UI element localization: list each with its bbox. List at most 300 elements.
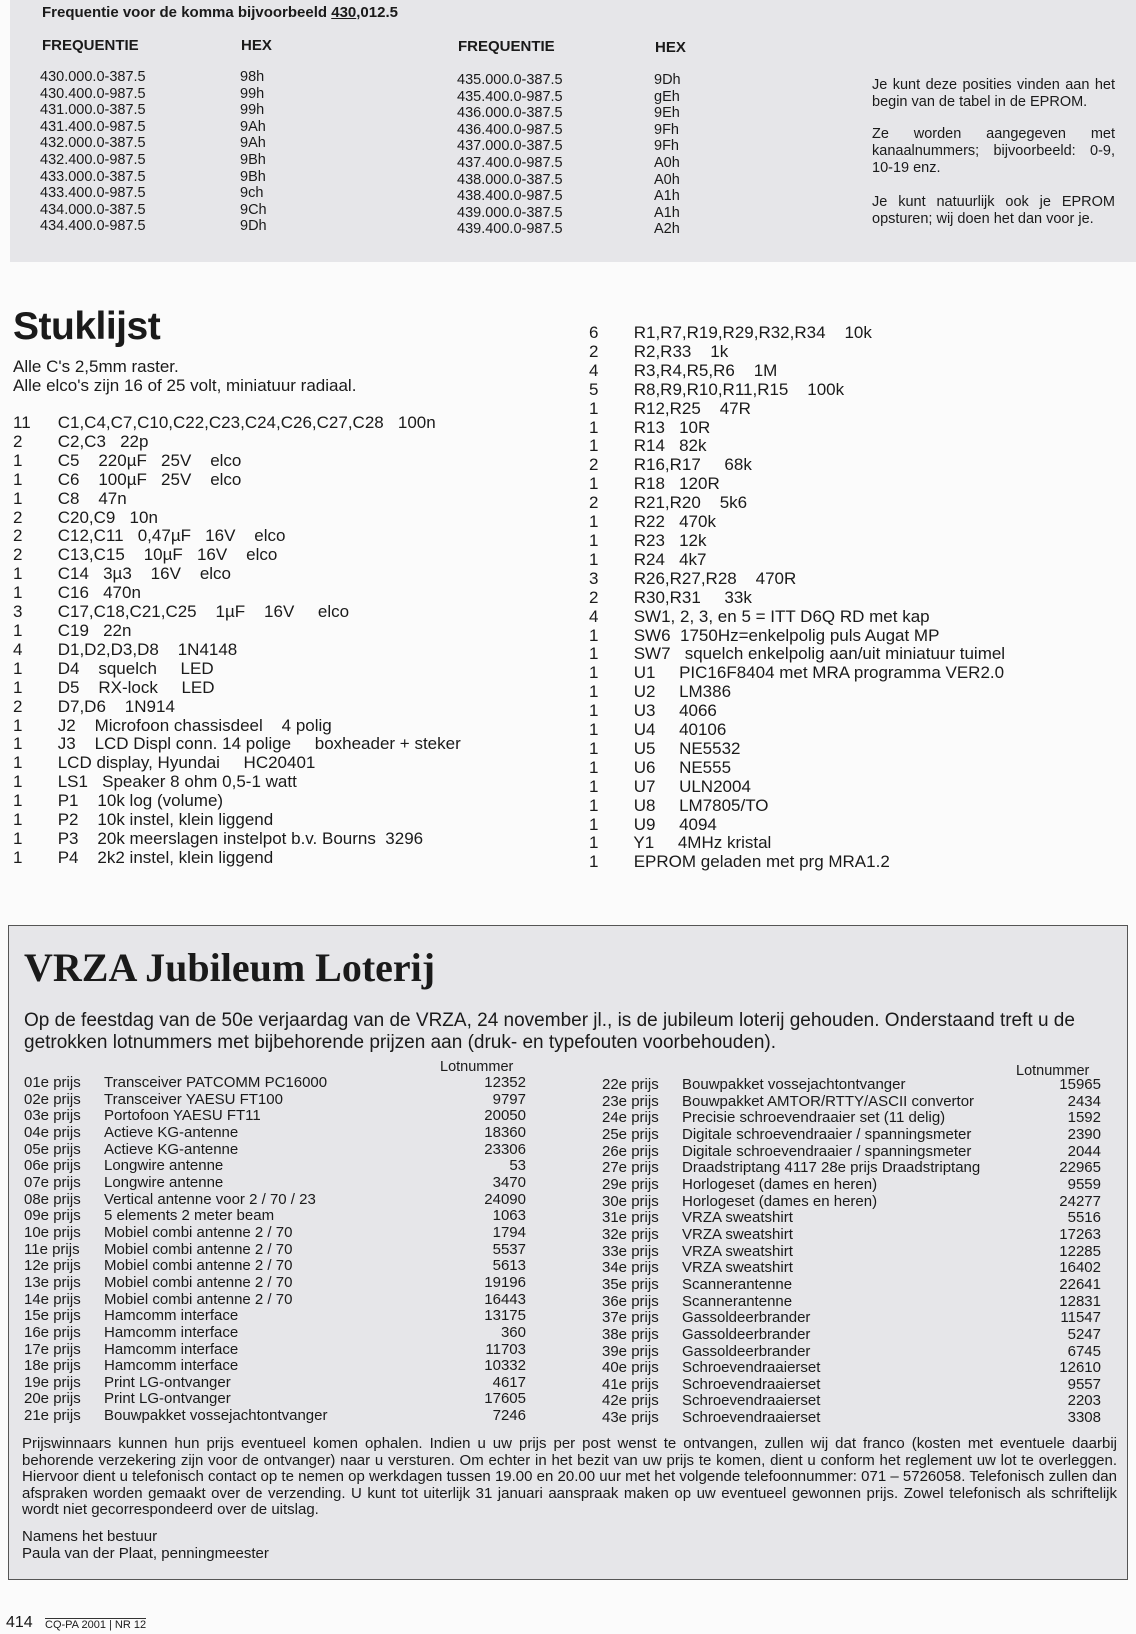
parts-row bbox=[589, 608, 1005, 627]
prize-item: Schroevendraaierset bbox=[682, 1375, 821, 1393]
prize-row bbox=[24, 1375, 526, 1392]
prize-item: Gassoldeerbrander bbox=[682, 1325, 811, 1343]
prize-rank: 19e prijs bbox=[24, 1373, 81, 1391]
parts-row bbox=[589, 834, 1005, 853]
lot-number: 18360 bbox=[484, 1123, 526, 1141]
prize-rank: 40e prijs bbox=[602, 1359, 659, 1377]
prize-row bbox=[602, 1260, 1101, 1277]
parts-quantity: 1 bbox=[13, 715, 23, 735]
frequency-cell: 432.000.0-387.5 bbox=[40, 135, 146, 152]
parts-quantity: 1 bbox=[589, 549, 599, 569]
prize-rank: 35e prijs bbox=[602, 1275, 659, 1293]
header-hex-left: HEX bbox=[241, 37, 272, 54]
prize-item: Digitale schroevendraaier / spanningsmeter bbox=[682, 1125, 972, 1143]
parts-row bbox=[589, 740, 1005, 759]
prize-rank: 38e prijs bbox=[602, 1325, 659, 1343]
prize-item: VRZA sweatshirt bbox=[682, 1209, 793, 1227]
parts-row bbox=[589, 419, 1005, 438]
parts-row bbox=[589, 816, 1005, 835]
parts-quantity: 1 bbox=[589, 663, 599, 683]
prize-rank: 20e prijs bbox=[24, 1390, 81, 1408]
parts-quantity: 1 bbox=[589, 814, 599, 834]
parts-quantity: 1 bbox=[589, 738, 599, 758]
parts-quantity: 1 bbox=[13, 810, 23, 830]
frequency-cell: 436.000.0-387.5 bbox=[457, 105, 563, 122]
frequency-table-title bbox=[42, 4, 398, 21]
parts-quantity: 1 bbox=[589, 417, 599, 437]
intro-line: Alle elco's zijn 16 of 25 volt, miniatuur radiaal. bbox=[13, 376, 357, 395]
parts-quantity: 1 bbox=[589, 512, 599, 532]
prize-row bbox=[602, 1110, 1101, 1127]
parts-row bbox=[589, 645, 1005, 664]
frequency-cell: 436.400.0-987.5 bbox=[457, 121, 563, 138]
prize-item: Schroevendraaierset bbox=[682, 1392, 821, 1410]
lot-number: 12831 bbox=[1059, 1292, 1101, 1310]
parts-description: R23 12k bbox=[629, 530, 707, 550]
prize-item: Portofoon YAESU FT11 bbox=[104, 1107, 261, 1125]
parts-quantity: 1 bbox=[13, 772, 23, 792]
prize-item: Hamcomm interface bbox=[104, 1340, 239, 1358]
lot-number: 10332 bbox=[484, 1357, 526, 1375]
prize-row bbox=[24, 1292, 526, 1309]
parts-description: R2,R33 1k bbox=[629, 341, 729, 361]
parts-quantity: 1 bbox=[13, 469, 23, 489]
lot-number: 12610 bbox=[1059, 1359, 1101, 1377]
prize-row bbox=[24, 1175, 526, 1192]
left-hex-column bbox=[240, 69, 267, 235]
parts-description: SW6 1750Hz=enkelpolig puls Augat MP bbox=[629, 625, 940, 645]
prize-row bbox=[602, 1360, 1101, 1377]
prize-item: Mobiel combi antenne 2 / 70 bbox=[104, 1273, 293, 1291]
parts-row bbox=[13, 773, 461, 792]
parts-quantity: 1 bbox=[13, 734, 23, 754]
prize-row bbox=[602, 1393, 1101, 1410]
prize-item: Mobiel combi antenne 2 / 70 bbox=[104, 1223, 293, 1241]
hex-cell: 9Bh bbox=[240, 168, 266, 185]
lot-number: 2203 bbox=[1067, 1392, 1101, 1410]
lot-number: 5613 bbox=[492, 1257, 526, 1275]
parts-quantity: 2 bbox=[589, 493, 599, 513]
prize-rank: 03e prijs bbox=[24, 1107, 81, 1125]
prize-row bbox=[24, 1125, 526, 1142]
lot-number: 12285 bbox=[1059, 1242, 1101, 1260]
parts-description: U9 4094 bbox=[629, 814, 717, 834]
lot-number: 11703 bbox=[485, 1340, 526, 1358]
frequency-cell: 433.000.0-387.5 bbox=[40, 168, 146, 185]
prize-row bbox=[24, 1225, 526, 1242]
parts-row bbox=[13, 717, 461, 736]
parts-row bbox=[13, 603, 461, 622]
lottery-footer-text: Prijswinnaars kunnen hun prijs eventueel komen ophalen. Indien u uw prijs per post wenst te ontvangen, zullen wij dat franco (kosten met eventuele daarbij behorende verzekering zijn voor de ontvanger) naar u versturen. Om echter in het bezit van uw prijs te komen, dient u conform het reglement uw lot te overleggen. Hiervoor dient u telefonisch contact op te nemen op werkdagen tussen 19.00 en 20.00 uur met het volgende telefoonnummer: 071 – 5726058. Telefonisch zullen dan afspraken worden gemaakt over de verzending. U kunt tot uiterlijk 31 januari aanspraak maken op uw eventueel gewonnen prijs. Zowel telefonisch als schriftelijk wordt niet gecorrespondeerd over de uitslag. bbox=[22, 1435, 1117, 1519]
prize-row bbox=[24, 1325, 526, 1342]
parts-quantity: 1 bbox=[13, 583, 23, 603]
lot-number: 5537 bbox=[492, 1240, 526, 1258]
prize-row bbox=[24, 1258, 526, 1275]
parts-quantity: 1 bbox=[589, 776, 599, 796]
parts-row bbox=[13, 433, 461, 452]
prize-rank: 06e prijs bbox=[24, 1157, 81, 1175]
prize-item: Mobiel combi antenne 2 / 70 bbox=[104, 1257, 293, 1275]
prize-item: Bouwpakket vossejachtontvanger bbox=[104, 1407, 328, 1425]
note-paragraph: Ze worden aangegeven met kanaalnummers; bijvoorbeeld: 0-9, 10-19 enz. bbox=[872, 126, 1115, 176]
parts-quantity: 1 bbox=[589, 398, 599, 418]
parts-description: U1 PIC16F8404 met MRA programma VER2.0 bbox=[629, 663, 1005, 683]
prize-rank: 11e prijs bbox=[24, 1240, 80, 1258]
hex-cell: 9Fh bbox=[654, 121, 679, 138]
lot-number: 12352 bbox=[484, 1074, 526, 1091]
page-number: 414 bbox=[6, 1614, 33, 1631]
prize-item: VRZA sweatshirt bbox=[682, 1242, 793, 1260]
stuklijst-heading: Stuklijst bbox=[13, 305, 161, 348]
prize-row bbox=[602, 1277, 1101, 1294]
lot-number: 360 bbox=[500, 1323, 526, 1341]
frequency-cell: 430.000.0-387.5 bbox=[40, 69, 146, 85]
lotnummer-header-right: Lotnummer bbox=[1016, 1063, 1090, 1079]
prize-rank: 14e prijs bbox=[24, 1290, 81, 1308]
prize-row bbox=[602, 1327, 1101, 1344]
parts-quantity: 1 bbox=[589, 833, 599, 853]
parts-row bbox=[589, 778, 1005, 797]
lot-number: 5247 bbox=[1067, 1325, 1101, 1343]
prize-item: Horlogeset (dames en heren) bbox=[682, 1175, 878, 1193]
prize-item: Hamcomm interface bbox=[104, 1307, 239, 1325]
title-underlined: 430 bbox=[331, 4, 357, 21]
frequency-cell: 439.000.0-387.5 bbox=[457, 204, 563, 221]
prize-item: 5 elements 2 meter beam bbox=[104, 1207, 275, 1225]
parts-description: R3,R4,R5,R6 1M bbox=[629, 360, 778, 380]
frequency-cell: 431.000.0-387.5 bbox=[40, 102, 146, 119]
lot-number: 19196 bbox=[484, 1273, 526, 1291]
signature-line: Namens het bestuur bbox=[22, 1528, 158, 1545]
prize-item: Gassoldeerbrander bbox=[682, 1309, 811, 1327]
parts-row bbox=[13, 811, 461, 830]
parts-quantity: 2 bbox=[589, 587, 599, 607]
lot-number: 3470 bbox=[492, 1173, 526, 1191]
prize-row bbox=[24, 1408, 526, 1425]
prize-item: Draadstriptang 4117 28e prijs Draadstriptang bbox=[682, 1159, 981, 1177]
parts-description: C13,C15 10µF 16V elco bbox=[53, 545, 278, 565]
parts-quantity: 2 bbox=[589, 455, 599, 475]
prize-row bbox=[602, 1410, 1101, 1427]
prize-item: Precisie schroevendraaier set (11 delig) bbox=[682, 1109, 946, 1127]
prize-rank: 10e prijs bbox=[24, 1223, 81, 1241]
parts-row bbox=[589, 589, 1005, 608]
prize-rank: 17e prijs bbox=[24, 1340, 81, 1358]
prize-rank: 25e prijs bbox=[602, 1125, 659, 1143]
prize-rank: 37e prijs bbox=[602, 1309, 659, 1327]
prize-rank: 02e prijs bbox=[24, 1090, 81, 1108]
prize-item: Bouwpakket vossejachtontvanger bbox=[682, 1076, 906, 1093]
prize-rank: 39e prijs bbox=[602, 1342, 659, 1360]
intro-line: Alle C's 2,5mm raster. bbox=[13, 357, 179, 376]
prize-row bbox=[602, 1127, 1101, 1144]
parts-row bbox=[589, 400, 1005, 419]
hex-cell: 9ch bbox=[240, 185, 264, 202]
prize-row bbox=[602, 1310, 1101, 1327]
prize-rank: 18e prijs bbox=[24, 1357, 81, 1375]
parts-quantity: 3 bbox=[589, 568, 599, 588]
lottery-intro: Op de feestdag van de 50e verjaardag van de VRZA, 24 november jl., is de jubileum loterij gehouden. Onderstaand treft u de getrokken lotnummers met bijbehorende prijzen aan (druk- en typefouten voorbehouden). bbox=[24, 1010, 1075, 1053]
parts-row bbox=[589, 570, 1005, 589]
prize-rank: 05e prijs bbox=[24, 1140, 81, 1158]
frequency-cell: 437.400.0-987.5 bbox=[457, 154, 563, 171]
hex-cell: 98h bbox=[240, 69, 265, 85]
prize-row bbox=[24, 1192, 526, 1209]
parts-description: D7,D6 1N914 bbox=[53, 696, 175, 716]
parts-description: C14 3µ3 16V elco bbox=[53, 564, 232, 584]
parts-description: R13 10R bbox=[629, 417, 711, 437]
parts-row bbox=[589, 853, 1005, 872]
parts-quantity: 11 bbox=[13, 413, 31, 432]
prize-item: Schroevendraaierset bbox=[682, 1359, 821, 1377]
parts-quantity: 1 bbox=[13, 564, 23, 584]
parts-quantity: 1 bbox=[589, 644, 599, 664]
parts-row bbox=[13, 565, 461, 584]
parts-row bbox=[589, 797, 1005, 816]
parts-row bbox=[589, 343, 1005, 362]
parts-description: J2 Microfoon chassisdeel 4 polig bbox=[53, 715, 332, 735]
prize-rank: 15e prijs bbox=[24, 1307, 81, 1325]
parts-description: C12,C11 0,47µF 16V elco bbox=[53, 526, 286, 546]
header-frequentie-right: FREQUENTIE bbox=[458, 38, 555, 55]
prize-row bbox=[602, 1077, 1101, 1094]
lot-number: 1063 bbox=[492, 1207, 526, 1225]
lottery-heading: VRZA Jubileum Loterij bbox=[24, 945, 436, 990]
parts-row bbox=[589, 664, 1005, 683]
parts-row bbox=[589, 702, 1005, 721]
prize-row bbox=[602, 1094, 1101, 1111]
lot-number: 17605 bbox=[484, 1390, 526, 1408]
parts-description: P1 10k log (volume) bbox=[53, 791, 224, 811]
parts-description: Y1 4MHz kristal bbox=[629, 833, 772, 853]
parts-description: R22 470k bbox=[629, 512, 716, 532]
prize-rank: 36e prijs bbox=[602, 1292, 659, 1310]
lot-number: 2390 bbox=[1067, 1125, 1101, 1143]
parts-description: C19 22n bbox=[53, 620, 132, 640]
parts-quantity: 2 bbox=[13, 507, 23, 527]
hex-cell: A1h bbox=[654, 204, 680, 221]
hex-cell: A0h bbox=[654, 154, 680, 171]
hex-cell: gEh bbox=[654, 88, 680, 105]
prize-row bbox=[602, 1377, 1101, 1394]
prize-item: Hamcomm interface bbox=[104, 1323, 239, 1341]
prize-row bbox=[24, 1075, 526, 1092]
note-paragraph: Je kunt deze posities vinden aan het begin van de tabel in de EPROM. bbox=[872, 77, 1115, 110]
lot-number: 9559 bbox=[1067, 1175, 1101, 1193]
parts-quantity: 2 bbox=[589, 341, 599, 361]
parts-row bbox=[13, 660, 461, 679]
lot-number: 9557 bbox=[1067, 1375, 1101, 1393]
parts-row bbox=[589, 437, 1005, 456]
lot-number: 15965 bbox=[1059, 1076, 1101, 1093]
frequency-note bbox=[872, 77, 1115, 243]
parts-quantity: 1 bbox=[13, 828, 23, 848]
prize-row bbox=[24, 1342, 526, 1359]
parts-quantity: 2 bbox=[13, 545, 23, 565]
parts-description: C6 100µF 25V elco bbox=[53, 469, 242, 489]
lot-number: 9797 bbox=[492, 1090, 526, 1108]
prize-row bbox=[24, 1242, 526, 1259]
prize-row bbox=[602, 1160, 1101, 1177]
prize-item: Longwire antenne bbox=[104, 1157, 224, 1175]
parts-row bbox=[13, 735, 461, 754]
parts-quantity: 1 bbox=[589, 530, 599, 550]
lot-number: 3308 bbox=[1067, 1409, 1101, 1427]
prize-rank: 42e prijs bbox=[602, 1392, 659, 1410]
lot-number: 17263 bbox=[1059, 1225, 1101, 1243]
parts-row bbox=[13, 679, 461, 698]
prize-rank: 13e prijs bbox=[24, 1273, 81, 1291]
parts-quantity: 1 bbox=[589, 701, 599, 721]
parts-row bbox=[13, 584, 461, 603]
parts-row bbox=[13, 754, 461, 773]
prize-item: Vertical antenne voor 2 / 70 / 23 bbox=[104, 1190, 316, 1208]
prize-row bbox=[24, 1308, 526, 1325]
prize-item: Transceiver YAESU FT100 bbox=[104, 1090, 283, 1108]
parts-description: U3 4066 bbox=[629, 701, 717, 721]
lot-number: 16443 bbox=[484, 1290, 526, 1308]
parts-description: P2 10k instel, klein liggend bbox=[53, 810, 274, 830]
parts-quantity: 1 bbox=[589, 436, 599, 456]
prize-rank: 41e prijs bbox=[602, 1375, 659, 1393]
parts-quantity: 1 bbox=[589, 852, 599, 872]
hex-cell: 9Dh bbox=[654, 72, 681, 88]
parts-row bbox=[13, 849, 461, 868]
parts-quantity: 1 bbox=[13, 658, 23, 678]
parts-row bbox=[589, 362, 1005, 381]
prize-item: Print LG-ontvanger bbox=[104, 1373, 231, 1391]
parts-quantity: 1 bbox=[13, 450, 23, 470]
frequency-cell: 434.400.0-987.5 bbox=[40, 218, 146, 235]
frequency-cell: 430.400.0-987.5 bbox=[40, 85, 146, 102]
parts-row bbox=[589, 551, 1005, 570]
lot-number: 5516 bbox=[1067, 1209, 1101, 1227]
prize-row bbox=[602, 1344, 1101, 1361]
parts-description: C2,C3 22p bbox=[53, 431, 149, 451]
parts-description: C5 220µF 25V elco bbox=[53, 450, 242, 470]
title-suffix: ,012.5 bbox=[356, 4, 398, 21]
frequency-cell: 438.400.0-987.5 bbox=[457, 188, 563, 205]
lot-number: 53 bbox=[509, 1157, 526, 1175]
parts-row bbox=[589, 721, 1005, 740]
parts-description: C1,C4,C7,C10,C22,C23,C24,C26,C27,C28 100n bbox=[53, 413, 436, 432]
lot-number: 13175 bbox=[484, 1307, 526, 1325]
prize-rank: 43e prijs bbox=[602, 1409, 659, 1427]
parts-quantity: 1 bbox=[589, 625, 599, 645]
right-frequency-column bbox=[457, 72, 563, 238]
parts-description: U5 NE5532 bbox=[629, 738, 741, 758]
prize-list-left bbox=[24, 1075, 526, 1425]
prize-item: Longwire antenne bbox=[104, 1173, 224, 1191]
prize-row bbox=[602, 1144, 1101, 1161]
lot-number: 24277 bbox=[1059, 1192, 1101, 1210]
right-hex-column bbox=[654, 72, 681, 238]
parts-quantity: 1 bbox=[13, 847, 23, 867]
prize-item: Actieve KG-antenne bbox=[104, 1123, 239, 1141]
parts-quantity: 1 bbox=[589, 474, 599, 494]
parts-quantity: 1 bbox=[13, 488, 23, 508]
title-text: Frequentie voor de komma bijvoorbeeld bbox=[42, 4, 332, 21]
parts-description: SW1, 2, 3, en 5 = ITT D6Q RD met kap bbox=[629, 606, 930, 626]
hex-cell: 9Dh bbox=[240, 218, 267, 235]
parts-quantity: 4 bbox=[589, 606, 599, 626]
parts-row bbox=[13, 698, 461, 717]
signature-line: Paula van der Plaat, penningmeester bbox=[22, 1545, 269, 1562]
parts-row bbox=[13, 546, 461, 565]
parts-description: LCD display, Hyundai HC20401 bbox=[53, 753, 316, 773]
parts-description: U7 ULN2004 bbox=[629, 776, 751, 796]
lot-number: 2434 bbox=[1067, 1092, 1101, 1110]
prize-rank: 08e prijs bbox=[24, 1190, 81, 1208]
magazine-issue: CQ-PA 2001 | NR 12 bbox=[45, 1619, 147, 1631]
parts-description: LS1 Speaker 8 ohm 0,5-1 watt bbox=[53, 772, 297, 792]
frequency-cell: 435.400.0-987.5 bbox=[457, 88, 563, 105]
prize-item: VRZA sweatshirt bbox=[682, 1225, 793, 1243]
prize-item: Mobiel combi antenne 2 / 70 bbox=[104, 1290, 293, 1308]
parts-description: J3 LCD Displ conn. 14 polige boxheader + steker bbox=[53, 734, 461, 754]
parts-description: R8,R9,R10,R11,R15 100k bbox=[629, 379, 845, 399]
frequency-cell: 431.400.0-987.5 bbox=[40, 118, 146, 135]
parts-quantity: 1 bbox=[589, 795, 599, 815]
parts-row bbox=[13, 622, 461, 641]
prize-rank: 31e prijs bbox=[602, 1209, 659, 1227]
parts-description: EPROM geladen met prg MRA1.2 bbox=[629, 852, 890, 872]
prize-rank: 32e prijs bbox=[602, 1225, 659, 1243]
parts-row bbox=[13, 490, 461, 509]
parts-row bbox=[13, 527, 461, 546]
prize-rank: 29e prijs bbox=[602, 1175, 659, 1193]
lot-number: 2044 bbox=[1067, 1142, 1101, 1160]
parts-description: R24 4k7 bbox=[629, 549, 707, 569]
lot-number: 24090 bbox=[484, 1190, 526, 1208]
parts-description: R26,R27,R28 470R bbox=[629, 568, 797, 588]
parts-quantity: 2 bbox=[13, 431, 23, 451]
parts-description: U2 LM386 bbox=[629, 682, 732, 702]
prize-item: Horlogeset (dames en heren) bbox=[682, 1192, 878, 1210]
hex-cell: 9Bh bbox=[240, 151, 266, 168]
prize-row bbox=[24, 1092, 526, 1109]
parts-row bbox=[589, 513, 1005, 532]
hex-cell: 9Ah bbox=[240, 135, 266, 152]
parts-quantity: 4 bbox=[13, 639, 23, 659]
hex-cell: A0h bbox=[654, 171, 680, 188]
lot-number: 11547 bbox=[1060, 1309, 1101, 1327]
parts-list-right bbox=[589, 324, 1005, 872]
prize-rank: 24e prijs bbox=[602, 1109, 659, 1127]
prize-rank: 16e prijs bbox=[24, 1323, 81, 1341]
prize-row bbox=[602, 1177, 1101, 1194]
prize-rank: 34e prijs bbox=[602, 1259, 659, 1277]
hex-cell: A1h bbox=[654, 188, 680, 205]
prize-row bbox=[24, 1108, 526, 1125]
parts-quantity: 2 bbox=[13, 696, 23, 716]
lot-number: 6745 bbox=[1067, 1342, 1101, 1360]
prize-rank: 30e prijs bbox=[602, 1192, 659, 1210]
lotnummer-header-left: Lotnummer bbox=[440, 1059, 514, 1075]
parts-description: U4 40106 bbox=[629, 720, 727, 740]
prize-rank: 26e prijs bbox=[602, 1142, 659, 1160]
hex-cell: 9Ah bbox=[240, 118, 266, 135]
prize-row bbox=[24, 1358, 526, 1375]
parts-row bbox=[589, 475, 1005, 494]
stuklijst-intro bbox=[13, 357, 356, 395]
parts-description: D4 squelch LED bbox=[53, 658, 214, 678]
prize-rank: 12e prijs bbox=[24, 1257, 81, 1275]
prize-item: Gassoldeerbrander bbox=[682, 1342, 811, 1360]
parts-list-left bbox=[13, 414, 461, 868]
hex-cell: A2h bbox=[654, 221, 680, 238]
parts-row bbox=[13, 792, 461, 811]
